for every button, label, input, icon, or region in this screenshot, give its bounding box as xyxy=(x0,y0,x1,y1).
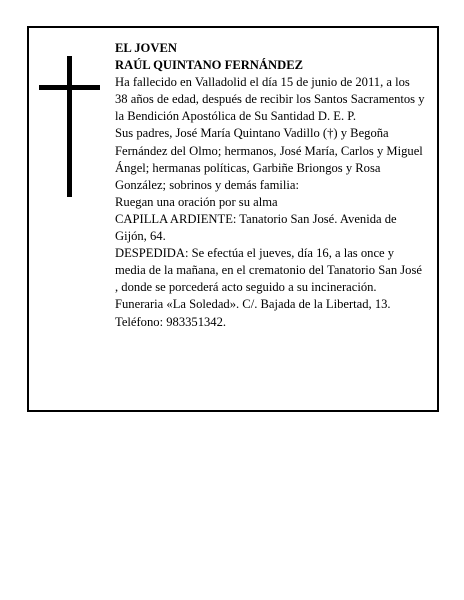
cross-vertical-bar xyxy=(67,56,72,197)
notice-paragraph-chapel: CAPILLA ARDIENTE: Tanatorio San José. Avenida de Gijón, 64. xyxy=(115,211,397,244)
obituary-notice xyxy=(27,26,439,412)
notice-paragraph-family: Sus padres, José María Quintano Vadillo (†) y Begoña Fernández del Olmo; hermanos, José María, Carlos y Miguel Ángel; hermanas políticas, Garbiñe Briongos y Rosa González; sobrinos y demás familia: xyxy=(115,126,423,192)
notice-paragraph-funeral-home: Funeraria «La Soledad». C/. Bajada de la Libertad, 13. Teléfono: 983351342. xyxy=(115,297,391,329)
notice-heading-name: RAÚL QUINTANO FERNÁNDEZ xyxy=(115,58,303,73)
notice-paragraph-prayer: Ruegan una oración por su alma xyxy=(115,194,278,209)
notice-text xyxy=(115,40,425,331)
notice-heading-line1: EL JOVEN xyxy=(115,41,177,55)
notice-paragraph-farewell: DESPEDIDA: Se efectúa el jueves, día 16, a las once y media de la mañana, en el crematonio del Tanatorio San José , donde se porcederá acto seguido a su incineración. xyxy=(115,246,422,295)
cross-horizontal-bar xyxy=(39,85,100,90)
notice-paragraph-death: Ha fallecido en Valladolid el día 15 de junio de 2011, a los 38 años de edad, después de recibir los Santos Sacramentos y la Bendición Apostólica de Su Santidad D. E. P. xyxy=(115,75,425,124)
